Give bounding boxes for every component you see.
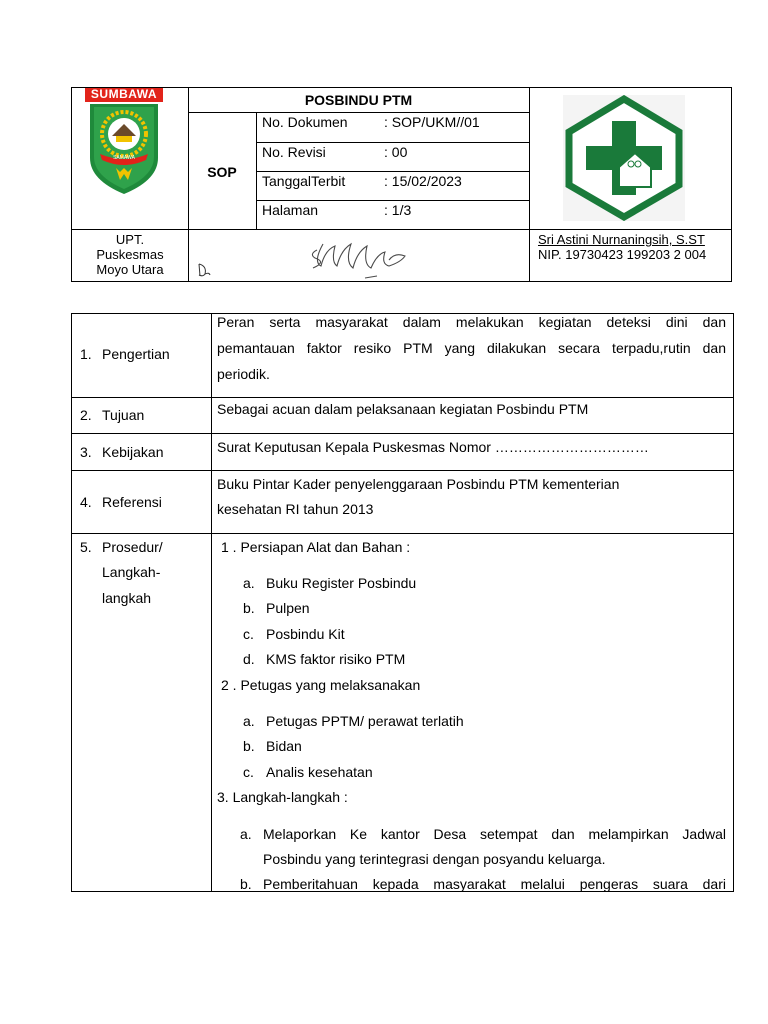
row-number: 3.	[80, 444, 92, 460]
list-item: Pulpen	[266, 600, 310, 616]
row-number: 2.	[80, 407, 92, 423]
list-marker: c.	[243, 626, 254, 642]
list-marker: a.	[243, 575, 255, 591]
list-item: Bidan	[266, 738, 302, 754]
list-item: KMS faktor risiko PTM	[266, 651, 406, 667]
row-number: 1.	[80, 346, 92, 362]
row-text-line: Surat Keputusan Kepala Puskesmas Nomor ……………………………	[217, 439, 649, 455]
row-text-line: Buku Pintar Kader penyelenggaraan Posbindu PTM kementerian	[217, 476, 620, 492]
row-label-kebijakan: Kebijakan	[102, 444, 164, 460]
list-marker: a.	[243, 713, 255, 729]
list-item: Petugas PPTM/ perawat terlatih	[266, 713, 464, 729]
org-line-2: Puskesmas	[96, 247, 164, 262]
field-label-no-dokumen: No. Dokumen	[262, 114, 348, 130]
list-marker: b.	[243, 600, 255, 616]
signature	[305, 232, 415, 282]
field-value-tanggal-terbit: : 15/02/2023	[384, 173, 462, 189]
row-label-referensi: Referensi	[102, 494, 162, 510]
list-item: Posbindu yang terintegrasi dengan posyandu keluarga.	[263, 851, 606, 867]
row-number: 5.	[80, 539, 92, 555]
row-label-pengertian: Pengertian	[102, 346, 170, 362]
sumbawa-logo	[80, 88, 168, 196]
row-label-prosedur: langkah	[102, 590, 152, 606]
org-line-1: UPT.	[115, 232, 145, 247]
list-marker: a.	[240, 826, 252, 842]
signer-name: Sri Astini Nurnaningsih, S.ST	[538, 232, 705, 247]
logo-region-text: SUMBAWA	[90, 87, 158, 101]
section-title: 1 . Persiapan Alat dan Bahan :	[221, 539, 411, 555]
field-value-halaman: : 1/3	[384, 202, 412, 218]
row-text-line: Sebagai acuan dalam pelaksanaan kegiatan Posbindu PTM	[217, 401, 589, 417]
list-item: Buku Register Posbindu	[266, 575, 417, 591]
list-marker: b.	[243, 738, 255, 754]
row-text-line: pemantauan faktor resiko PTM yang dilakukan secara terpadu,rutin dan	[217, 340, 726, 356]
list-item: Analis kesehatan	[266, 764, 373, 780]
row-text-line: kesehatan RI tahun 2013	[217, 501, 374, 517]
field-label-no-revisi: No. Revisi	[262, 144, 326, 160]
field-value-no-dokumen: : SOP/UKM//01	[384, 114, 480, 130]
row-label-tujuan: Tujuan	[102, 407, 145, 423]
list-marker: d.	[243, 651, 255, 667]
logo-scroll-text: SAMAWA	[113, 155, 135, 161]
sop-label: SOP	[207, 164, 237, 180]
initial-mark	[196, 262, 212, 278]
document-title: POSBINDU PTM	[304, 92, 413, 108]
org-line-3: Moyo Utara	[96, 262, 164, 277]
list-item: Melaporkan Ke kantor Desa setempat dan melampirkan Jadwal	[263, 826, 726, 842]
list-item: Pemberitahuan kepada masyarakat melalui pengeras suara dari	[263, 876, 726, 892]
list-item: Posbindu Kit	[266, 626, 345, 642]
row-label-prosedur: Langkah-	[102, 564, 161, 580]
field-value-no-revisi: : 00	[384, 144, 408, 160]
puskesmas-logo	[563, 95, 685, 221]
list-marker: b.	[240, 876, 252, 892]
row-number: 4.	[80, 494, 92, 510]
field-label-tanggal-terbit: TanggalTerbit	[262, 173, 346, 189]
signer-nip: NIP. 19730423 199203 2 004	[538, 247, 707, 262]
section-title: 2 . Petugas yang melaksanakan	[221, 677, 421, 693]
section-title: 3. Langkah-langkah :	[217, 789, 348, 805]
row-text-line: Peran serta masyarakat dalam melakukan kegiatan deteksi dini dan	[217, 314, 726, 330]
list-marker: c.	[243, 764, 254, 780]
field-label-halaman: Halaman	[262, 202, 319, 218]
row-label-prosedur: Prosedur/	[102, 539, 163, 555]
row-text-line: periodik.	[217, 366, 270, 382]
